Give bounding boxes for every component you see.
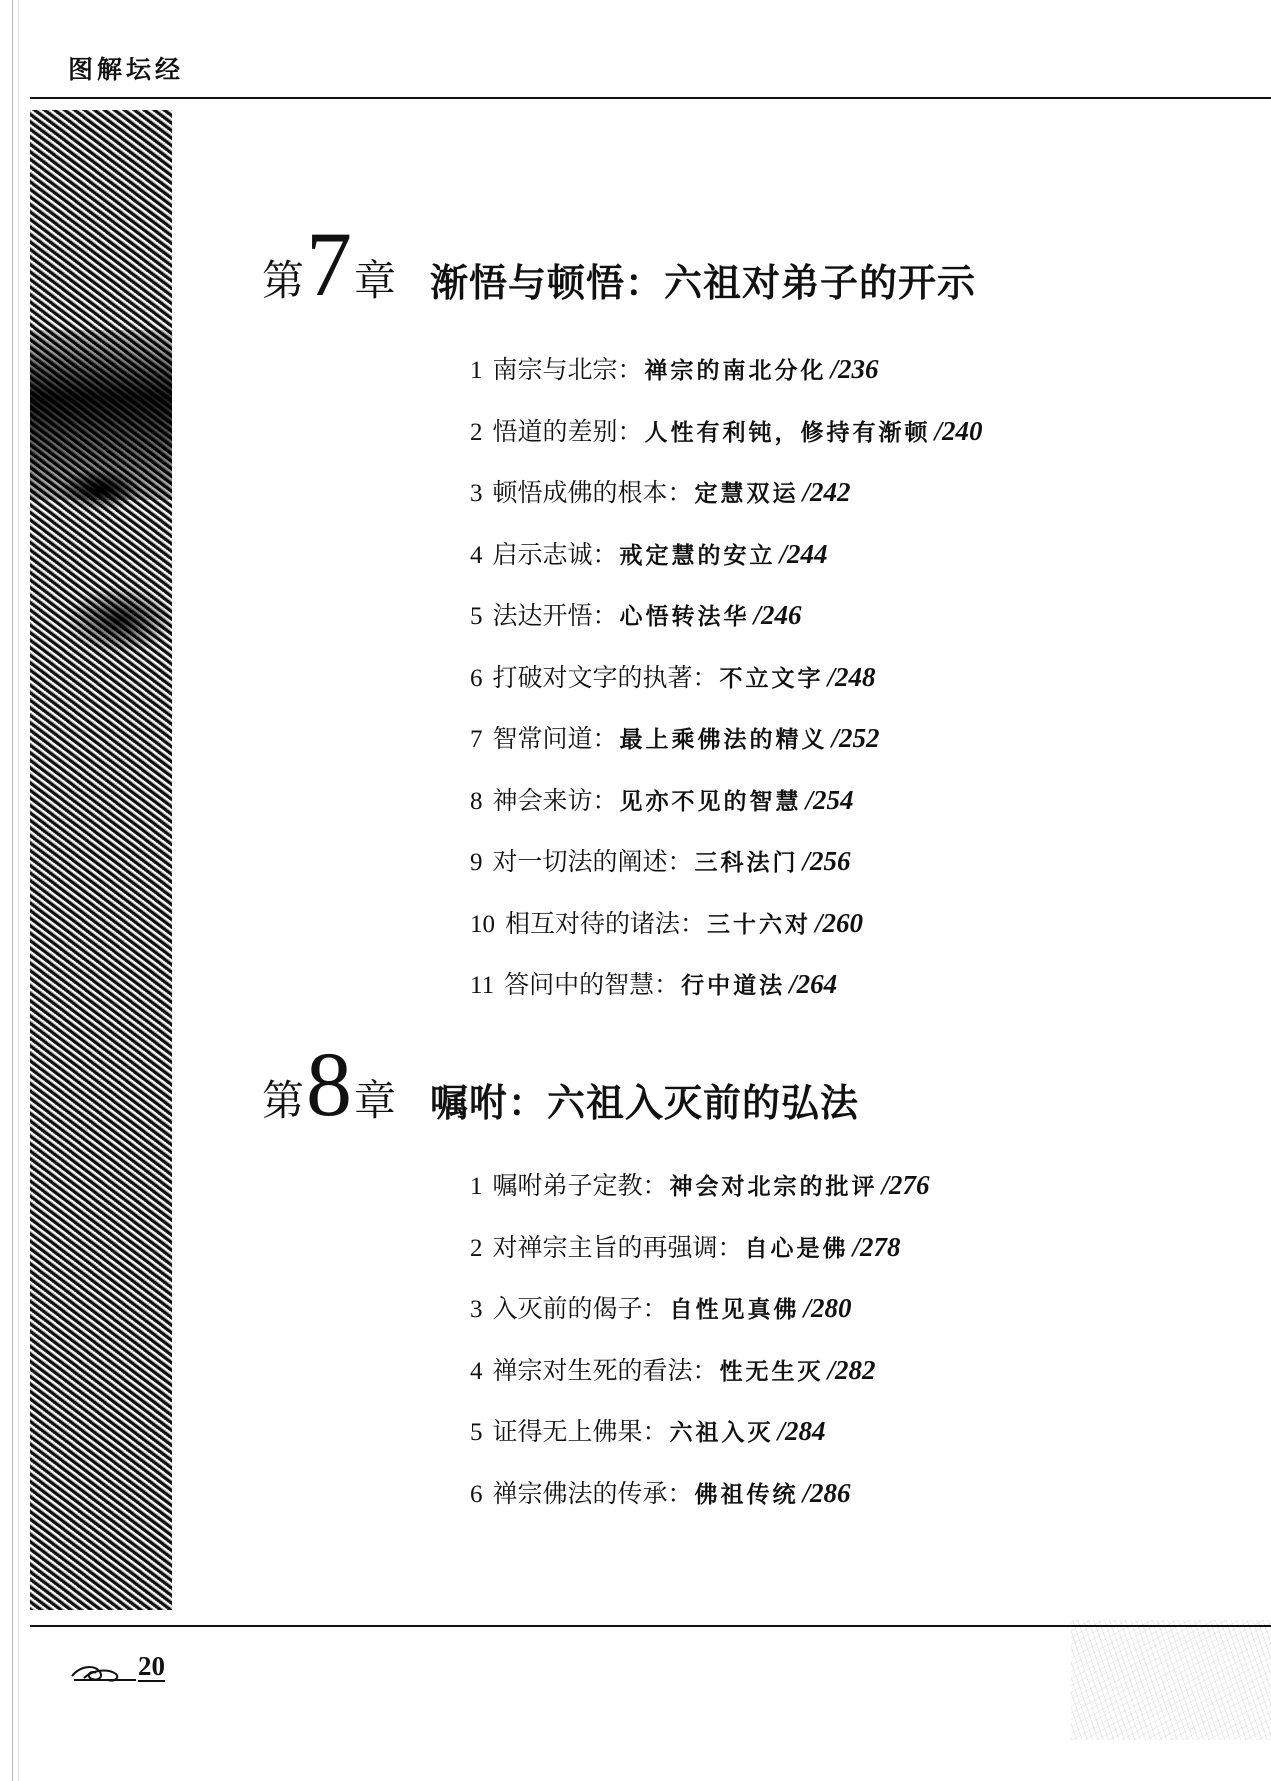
- toc-entry-title: 法达开悟：: [492, 601, 618, 630]
- toc-entry-title: 入灭前的偈子：: [492, 1294, 668, 1323]
- toc-entry-number: 2: [470, 418, 483, 446]
- toc-entry-page: /252: [831, 723, 880, 753]
- toc-entry: [470, 1289, 930, 1351]
- toc-entry-subtitle: 自性见真佛: [669, 1297, 800, 1323]
- toc-entry-subtitle: 见亦不见的智慧: [619, 788, 802, 815]
- toc-entry-number: 4: [470, 541, 483, 569]
- toc-entry-number: 2: [470, 1234, 483, 1262]
- chapter-title: 渐悟与顿悟：六祖对弟子的开示: [430, 260, 977, 305]
- toc-entry-subtitle: 三十六对: [707, 911, 812, 938]
- toc-entry-subtitle: 戒定慧的安立: [619, 542, 776, 569]
- toc-entry-page: /284: [777, 1416, 826, 1446]
- toc-entry-title: 对禅宗主旨的再强调：: [492, 1232, 743, 1262]
- toc-entry-page: /242: [802, 477, 851, 507]
- toc-entry-page: /282: [827, 1354, 876, 1385]
- toc-entry-number: 6: [470, 664, 483, 692]
- chapter-prefix: 第: [262, 255, 305, 305]
- toc-entry-page: /240: [934, 415, 983, 446]
- toc-entry-number: 10: [470, 910, 495, 938]
- cloud-scroll-icon: [70, 1660, 136, 1688]
- toc-entry: [470, 965, 983, 1027]
- toc-entry-subtitle: 性无生灭: [719, 1358, 824, 1385]
- toc-entry-title: 答问中的智慧：: [504, 970, 680, 999]
- toc-entry-title: 悟道的差别：: [492, 416, 643, 446]
- toc-entry-number: 9: [470, 849, 483, 876]
- toc-entry-subtitle: 佛祖传统: [694, 1481, 799, 1508]
- chapter-7-toc: [470, 350, 983, 1027]
- toc-entry-page: /254: [805, 784, 854, 815]
- chapter-suffix: 章: [354, 1075, 397, 1125]
- toc-entry: [470, 842, 983, 904]
- toc-entry-number: 3: [470, 1296, 483, 1323]
- toc-entry-page: /264: [789, 969, 838, 999]
- toc-entry-page: /248: [827, 661, 876, 692]
- toc-entry-subtitle: 行中道法: [681, 973, 786, 999]
- toc-entry-number: 11: [470, 972, 495, 999]
- toc-entry: [470, 350, 983, 412]
- toc-entry: [470, 719, 983, 781]
- toc-entry-page: /244: [779, 538, 828, 569]
- toc-entry-subtitle: 人性有利钝，修持有渐顿: [644, 419, 931, 446]
- toc-entry: [470, 535, 983, 597]
- toc-entry-number: 7: [470, 726, 483, 753]
- chapter-8-heading: [262, 1033, 860, 1135]
- toc-entry-title: 南宗与北宗：: [492, 355, 643, 384]
- toc-entry-subtitle: 禅宗的南北分化: [644, 358, 827, 384]
- toc-entry-number: 4: [470, 1357, 483, 1385]
- toc-entry-page: /276: [881, 1170, 930, 1200]
- toc-entry-subtitle: 心悟转法华: [619, 604, 750, 630]
- toc-entry-title: 对一切法的阐述：: [492, 847, 693, 876]
- toc-entry-title: 智常问道：: [492, 724, 618, 753]
- toc-entry-subtitle: 神会对北宗的批评: [669, 1174, 878, 1200]
- toc-entry-number: 6: [470, 1480, 483, 1508]
- toc-entry: [470, 596, 983, 658]
- decorative-side-image: [30, 110, 172, 1610]
- toc-entry-title: 顿悟成佛的根本：: [492, 478, 693, 507]
- toc-entry-subtitle: 三科法门: [694, 850, 799, 876]
- toc-entry-title: 禅宗对生死的看法：: [492, 1355, 718, 1385]
- chapter-title: 嘱咐：六祖入灭前的弘法: [430, 1080, 860, 1125]
- toc-entry: [470, 412, 983, 474]
- toc-entry-page: /260: [815, 907, 864, 938]
- toc-entry: [470, 781, 983, 843]
- toc-entry: [470, 1412, 930, 1474]
- toc-entry: [470, 658, 983, 720]
- toc-entry-number: 3: [470, 480, 483, 507]
- toc-entry-title: 相互对待的诸法：: [505, 908, 706, 938]
- page-edge-line: [12, 0, 13, 1781]
- toc-entry: [470, 904, 983, 966]
- toc-entry-title: 神会来访：: [492, 785, 618, 815]
- toc-entry-number: 1: [470, 1173, 483, 1200]
- toc-entry-page: /256: [802, 846, 851, 876]
- toc-entry: [470, 1474, 930, 1536]
- chapter-8-toc: [470, 1166, 930, 1535]
- page-edge-line: [18, 0, 19, 1781]
- toc-entry-subtitle: 不立文字: [719, 665, 824, 692]
- toc-entry-number: 5: [470, 1419, 483, 1446]
- toc-entry: [470, 1351, 930, 1413]
- toc-entry-number: 8: [470, 787, 483, 815]
- toc-entry-page: /236: [830, 354, 879, 384]
- toc-entry-subtitle: 定慧双运: [694, 481, 799, 507]
- toc-entry-subtitle: 六祖入灭: [669, 1420, 774, 1446]
- page-number: 20: [138, 1651, 165, 1681]
- toc-entry-subtitle: 自心是佛: [744, 1235, 849, 1262]
- toc-entry: [470, 1166, 930, 1228]
- toc-entry: [470, 1228, 930, 1290]
- toc-entry-subtitle: 最上乘佛法的精义: [619, 727, 828, 753]
- toc-entry-title: 嘱咐弟子定教：: [492, 1171, 668, 1200]
- toc-entry-title: 禅宗佛法的传承：: [492, 1478, 693, 1508]
- scan-speckle: [1071, 1620, 1271, 1740]
- chapter-number: 7: [306, 213, 353, 315]
- toc-entry: [470, 473, 983, 535]
- toc-entry-number: 5: [470, 603, 483, 630]
- chapter-suffix: 章: [354, 255, 397, 305]
- toc-entry-page: /246: [753, 600, 802, 630]
- toc-entry-page: /278: [852, 1231, 901, 1262]
- toc-entry-number: 1: [470, 357, 483, 384]
- toc-entry-page: /280: [803, 1293, 852, 1323]
- toc-entry-title: 打破对文字的执著：: [492, 662, 718, 692]
- toc-entry-page: /286: [802, 1477, 851, 1508]
- chapter-prefix: 第: [262, 1075, 305, 1125]
- header-rule: [30, 97, 1271, 99]
- toc-entry-title: 启示志诚：: [492, 539, 618, 569]
- chapter-7-heading: [262, 213, 977, 315]
- chapter-number: 8: [306, 1033, 353, 1135]
- toc-entry-title: 证得无上佛果：: [492, 1417, 668, 1446]
- running-head: 图解坛经: [68, 55, 185, 84]
